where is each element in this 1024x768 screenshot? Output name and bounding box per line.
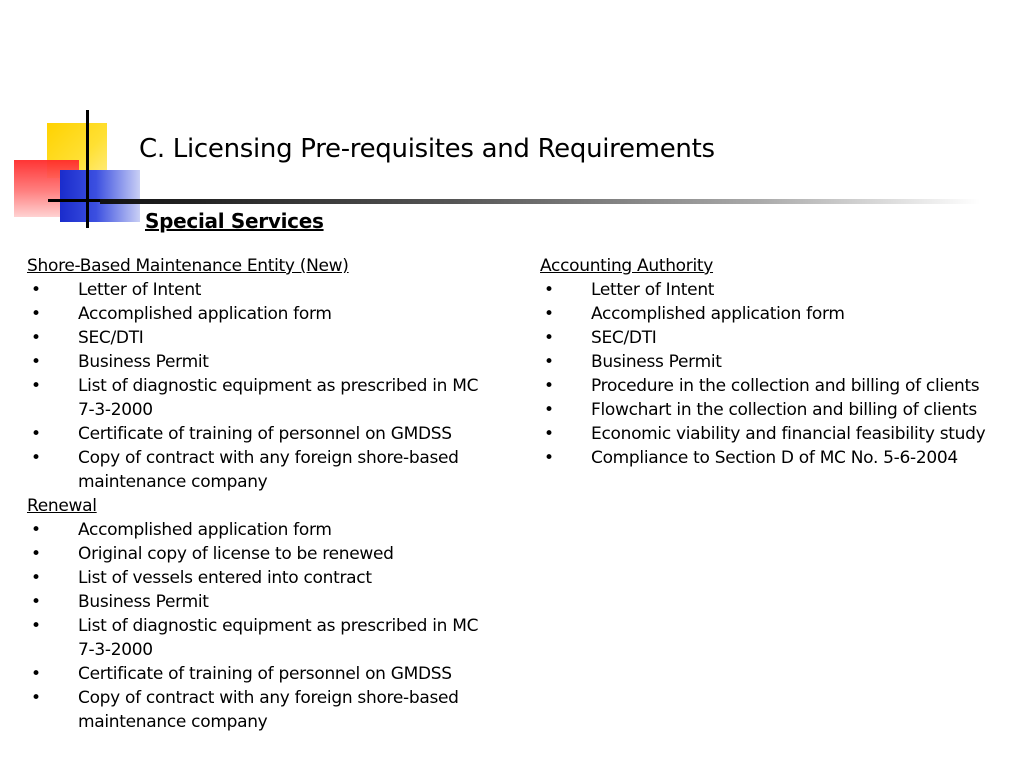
- list-item: • Copy of contract with any foreign shore-based maintenance company: [31, 688, 459, 732]
- list-item: • Certificate of training of personnel on GMDSS: [31, 424, 452, 444]
- bullet-marker: •: [31, 352, 41, 372]
- list-item: • Business Permit: [31, 592, 209, 612]
- bullet-marker: •: [31, 328, 41, 348]
- bullet-marker: •: [31, 568, 41, 588]
- bullet-marker: •: [31, 424, 41, 444]
- list-item: • Procedure in the collection and billing of clients: [544, 376, 980, 396]
- bullet-marker: •: [31, 616, 41, 636]
- bullet-marker: •: [544, 328, 554, 348]
- requirements-list: [540, 278, 1018, 470]
- logo-horizontal-line: [48, 199, 108, 202]
- list-item: • Flowchart in the collection and billing of clients: [544, 400, 977, 420]
- list-item: • Accomplished application form: [31, 520, 332, 540]
- bullet-marker: •: [31, 304, 41, 324]
- list-item: • Compliance to Section D of MC No. 5-6-2004: [544, 448, 958, 468]
- list-item: • Accomplished application form: [31, 304, 332, 324]
- section-renewal: [27, 494, 497, 734]
- list-item: • List of diagnostic equipment as prescribed in MC 7-3-2000: [31, 616, 479, 660]
- bullet-marker: •: [544, 448, 554, 468]
- section-shore-based-new: [27, 254, 497, 494]
- requirements-list: [27, 518, 497, 734]
- list-item: • Certificate of training of personnel on GMDSS: [31, 664, 452, 684]
- bullet-marker: •: [31, 664, 41, 684]
- list-item: • Copy of contract with any foreign shore-based maintenance company: [31, 448, 459, 492]
- bullet-marker: •: [544, 304, 554, 324]
- list-item: • Original copy of license to be renewed: [31, 544, 394, 564]
- right-column: [540, 254, 1018, 470]
- bullet-marker: •: [31, 280, 41, 300]
- section-heading: Accounting Authority: [540, 256, 714, 276]
- decorative-logo: [0, 0, 140, 240]
- bullet-marker: •: [544, 400, 554, 420]
- slide-title: C. Licensing Pre-requisites and Requirements: [139, 134, 715, 164]
- bullet-marker: •: [31, 520, 41, 540]
- bullet-marker: •: [31, 688, 41, 708]
- section-heading: Shore-Based Maintenance Entity (New): [27, 256, 349, 276]
- list-item: • Business Permit: [31, 352, 209, 372]
- list-item: • Business Permit: [544, 352, 722, 372]
- list-item: • SEC/DTI: [544, 328, 657, 348]
- bullet-marker: •: [31, 544, 41, 564]
- list-item: • Letter of Intent: [31, 280, 202, 300]
- bullet-marker: •: [544, 280, 554, 300]
- list-item: • SEC/DTI: [31, 328, 144, 348]
- left-column: [27, 254, 497, 734]
- bullet-marker: •: [544, 376, 554, 396]
- list-item: • List of diagnostic equipment as prescribed in MC 7-3-2000: [31, 376, 479, 420]
- requirements-list: [27, 278, 497, 494]
- bullet-marker: •: [544, 352, 554, 372]
- title-divider: [100, 199, 980, 204]
- list-item: • Letter of Intent: [544, 280, 715, 300]
- logo-vertical-line: [86, 110, 89, 228]
- bullet-marker: •: [31, 448, 41, 468]
- bullet-marker: •: [31, 376, 41, 396]
- list-item: • Economic viability and financial feasibility study: [544, 424, 986, 444]
- logo-blue-square: [60, 170, 140, 222]
- slide-subtitle: Special Services: [145, 209, 324, 233]
- bullet-marker: •: [31, 592, 41, 612]
- list-item: • List of vessels entered into contract: [31, 568, 372, 588]
- bullet-marker: •: [544, 424, 554, 444]
- list-item: • Accomplished application form: [544, 304, 845, 324]
- section-heading: Renewal: [27, 496, 97, 516]
- section-accounting-authority: [540, 254, 1018, 470]
